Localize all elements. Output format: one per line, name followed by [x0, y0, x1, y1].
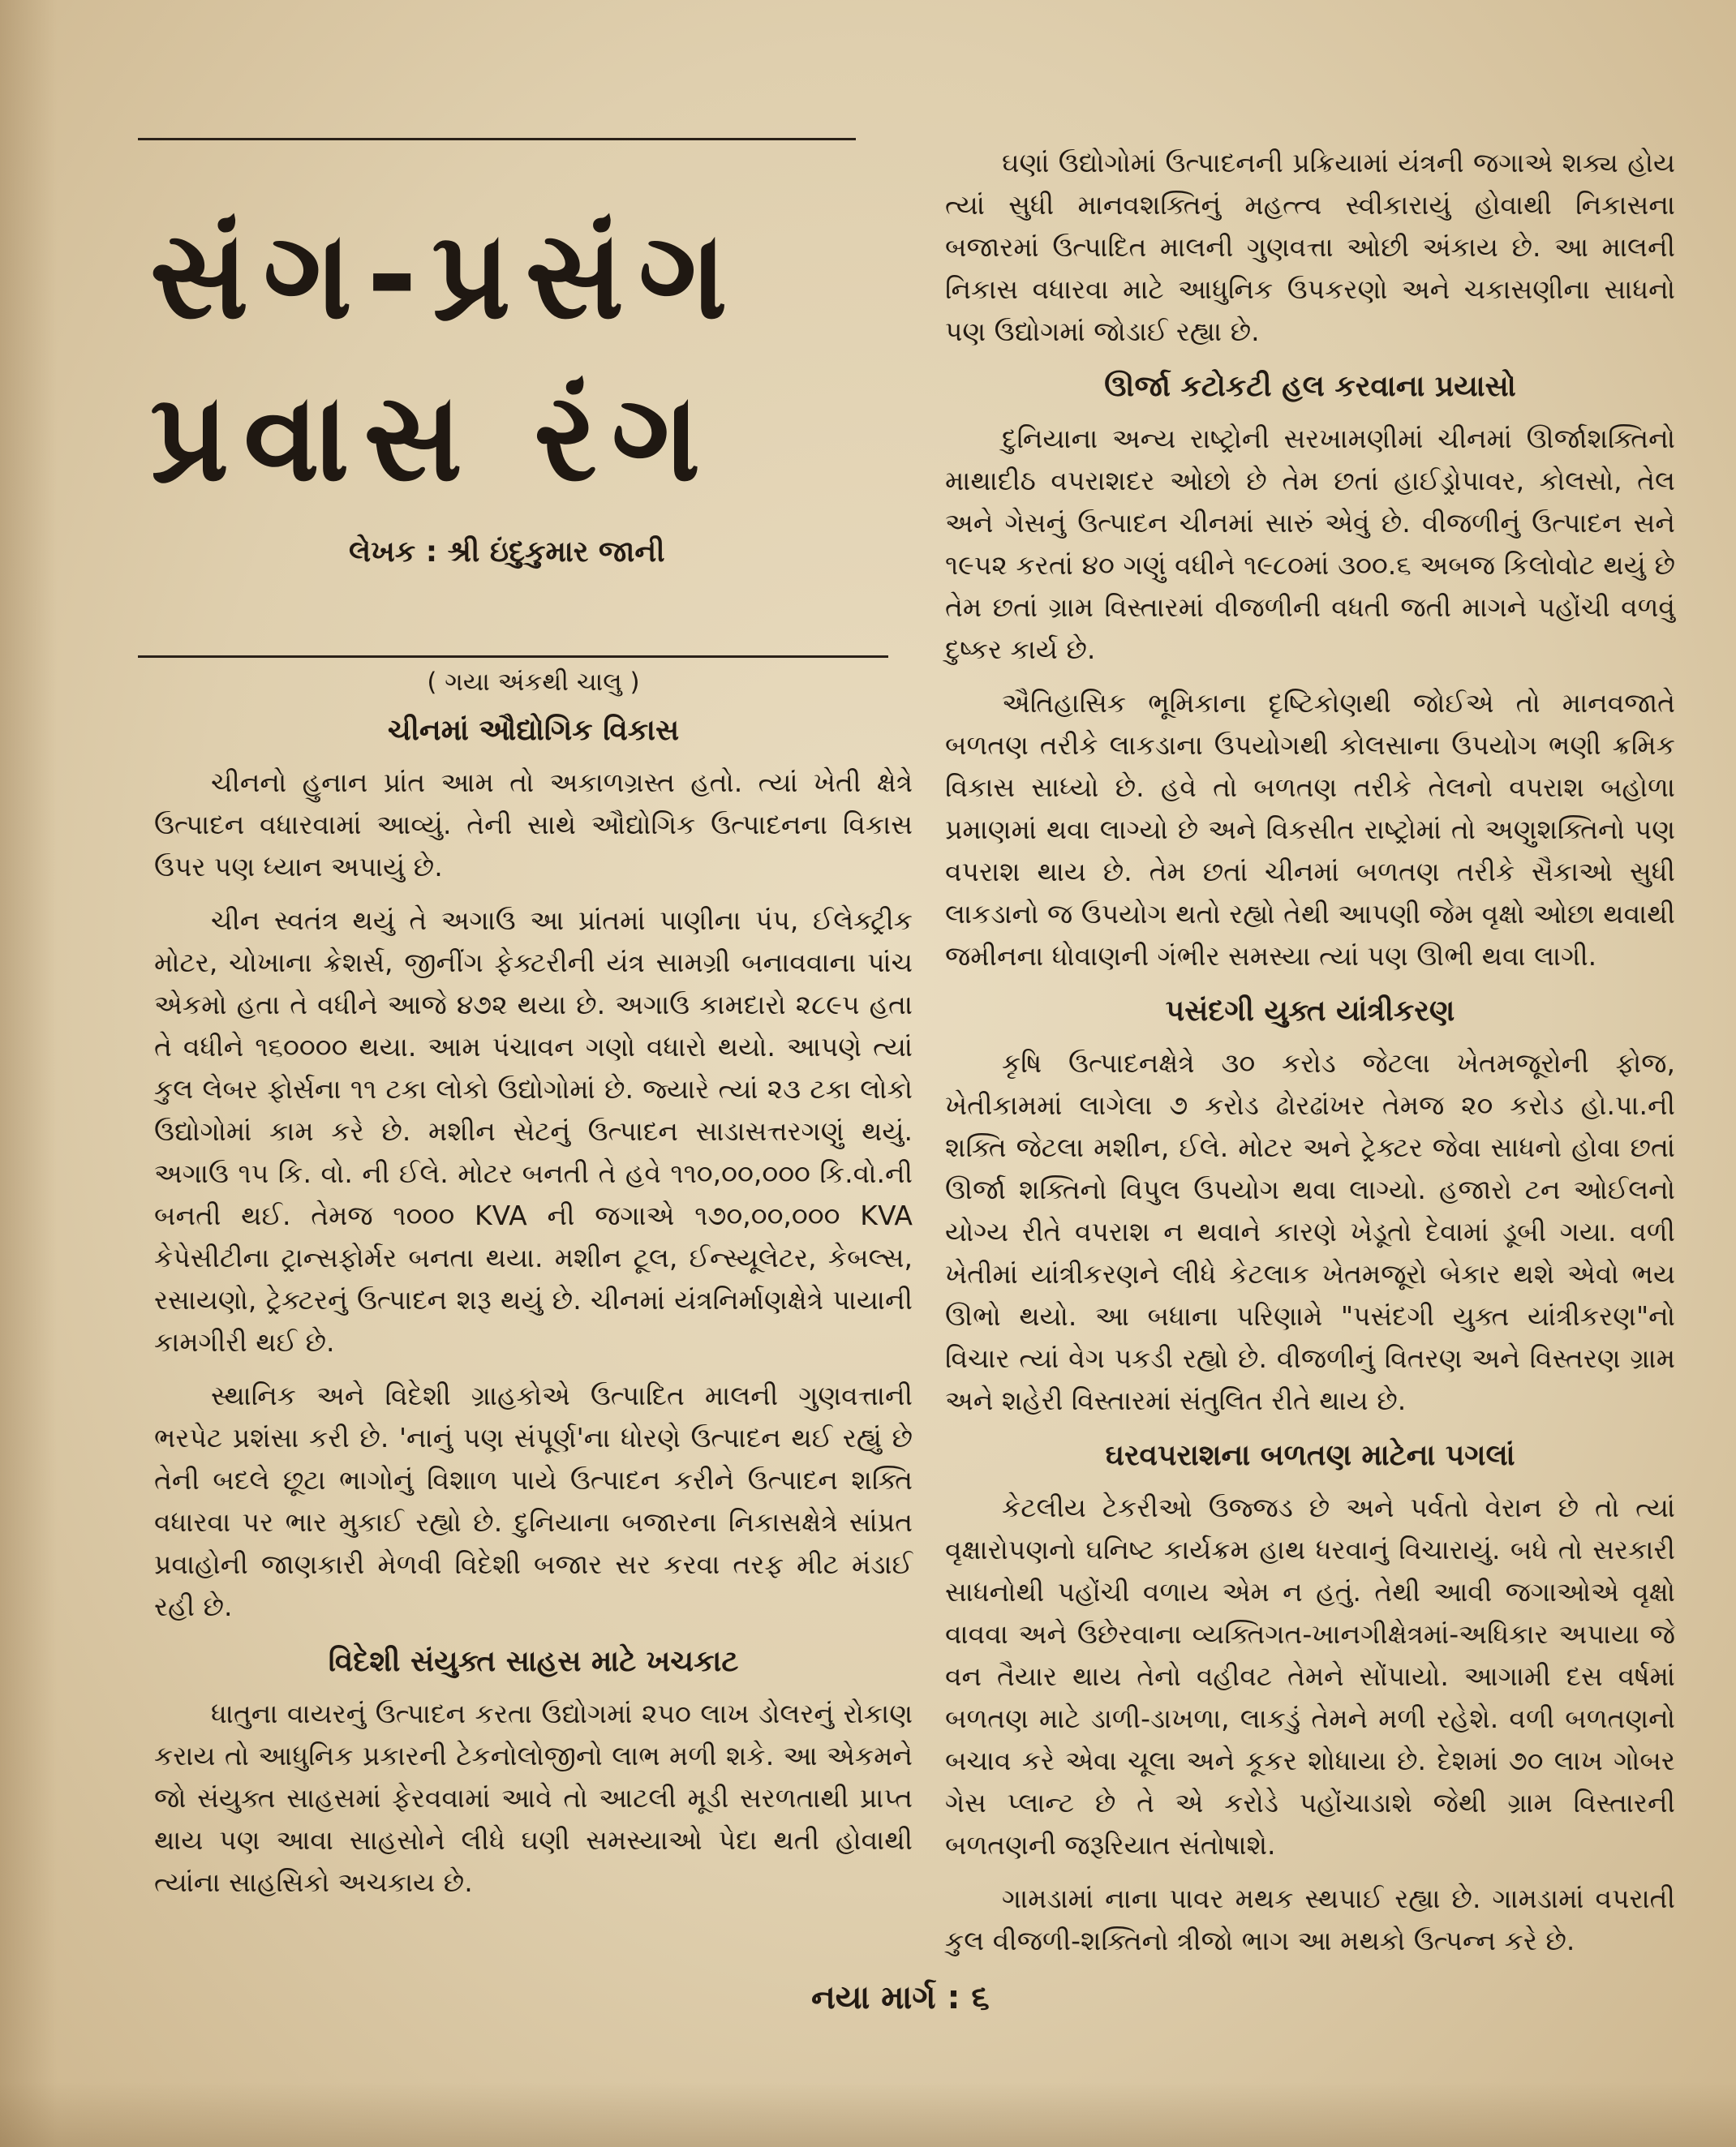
title-line-2: પ્રવાસ રંગ — [150, 367, 715, 509]
page-shadow-left — [0, 0, 57, 2147]
section-heading: વિદેશી સંયુક્ત સાહસ માટે ખચકાટ — [328, 1645, 739, 1678]
paragraph: દુનિયાના અન્ય રાષ્ટ્રોની સરખામણીમાં ચીનમાં ઊર્જાશક્તિનો માથાદીઠ વપરાશદર ઓછો છે તેમ છતાં હાઈડ્રોપાવર, કોલસો, તેલ અને ગેસનું ઉત્પાદન ચીનમાં સારું એવું છે. વીજળીનું ઉત્પાદન સને ૧૯૫૨ કરતાં ૪૦ ગણું વધીને ૧૯૮૦માં ૩૦૦.૬ અબજ કિલોવોટ થયું છે તેમ છતાં ગ્રામ વિસ્તારમાં વીજળીની વધતી જતી માગને પહોંચી વળવું દુષ્કર કાર્ય છે. — [945, 423, 1675, 665]
paragraph: ચીન સ્વતંત્ર થયું તે અગાઉ આ પ્રાંતમાં પાણીના પંપ, ઈલેક્ટ્રીક મોટર, ચોખાના ક્રેશર્સ, જીનીંગ ફેક્ટરીની યંત્ર સામગ્રી બનાવવાના પાંચ એકમો હતા તે વધીને આજે ૪૭૨ થયા છે. અગાઉ કામદારો ૨૮૯૫ હતા તે વધીને ૧૬૦૦૦૦ થયા. આમ પંચાવન ગણો વધારો થયો. આપણે ત્યાં કુલ લેબર ફોર્સના ૧૧ ટકા લોકો ઉદ્યોગોમાં છે. જ્યારે ત્યાં ૨૩ ટકા લોકો ઉદ્યોગોમાં કામ કરે છે. મશીન સેટનું ઉત્પાદન સાડાસત્તરગણું થયું. અગાઉ ૧૫ કિ. વો. ની ઈલે. મોટર બનતી તે હવે ૧૧૦,૦૦,૦૦૦ કિ.વો.ની બનતી થઈ. તેમજ ૧૦૦૦ KVA ની જગાએ ૧૭૦,૦૦,૦૦૦ KVA કેપેસીટીના ટ્રાન્સફોર્મર બનતા થયા. મશીન ટૂલ, ઈન્સ્યૂલેટર, કેબલ્સ, રસાયણો, ટ્રેક્ટરનું ઉત્પાદન શરૂ થયું છે. ચીનમાં યંત્રનિર્માણક્ષેત્રે પાયાની કામગીરી થઈ છે. — [154, 904, 913, 1358]
author-byline: લેખક : શ્રી ઇંદુકુમાર જાની — [349, 535, 665, 569]
section-rule — [138, 655, 888, 658]
right-column — [945, 142, 1675, 1973]
paragraph: ગામડામાં નાના પાવર મથક સ્થપાઈ રહ્યા છે. ગામડામાં વપરાતી કુલ વીજળી-શક્તિનો ત્રીજો ભાગ આ મથકો ઉત્પન્ન કરે છે. — [945, 1883, 1675, 1956]
paragraph: ઘણાં ઉદ્યોગોમાં ઉત્પાદનની પ્રક્રિયામાં યંત્રની જગાએ શક્ય હોય ત્યાં સુધી માનવશક્તિનું મહત્ત્વ સ્વીકારાયું હોવાથી નિકાસના બજારમાં ઉત્પાદિત માલની ગુણવત્તા ઓછી અંકાય છે. આ માલની નિકાસ વધારવા માટે આધુનિક ઉપકરણો અને ચકાસણીના સાધનો પણ ઉદ્યોગમાં જોડાઈ રહ્યા છે. — [945, 147, 1675, 347]
section-heading: ઊર્જા કટોકટી હલ કરવાના પ્રયાસો — [1104, 370, 1516, 403]
paragraph: ચીનનો હુનાન પ્રાંત આમ તો અકાળગ્રસ્ત હતો. ત્યાં ખેતી ક્ષેત્રે ઉત્પાદન વધારવામાં આવ્યું. તેની સાથે ઔદ્યોગિક ઉત્પાદનના વિકાસ ઉપર પણ ધ્યાન અપાયું છે. — [154, 766, 913, 882]
page-shadow-bottom — [0, 2082, 1736, 2147]
paragraph: સ્થાનિક અને વિદેશી ગ્રાહકોએ ઉત્પાદિત માલની ગુણવત્તાની ભરપેટ પ્રશંસા કરી છે. 'નાનું પણ સંપૂર્ણ'ના ધોરણે ઉત્પાદન થઈ રહ્યું છે તેની બદલે છૂટા ભાગોનું વિશાળ પાયે ઉત્પાદન કરીને ઉત્પાદન શક્તિ વધારવા પર ભાર મુકાઈ રહ્યો છે. દુનિયાના બજારના નિકાસક્ષેત્રે સાંપ્રત પ્રવાહોની જાણકારી મેળવી વિદેશી બજાર સર કરવા તરફ મીટ મંડાઈ રહી છે. — [154, 1380, 913, 1622]
paragraph: કૃષિ ઉત્પાદનક્ષેત્રે ૩૦ કરોડ જેટલા ખેતમજૂરોની ફોજ, ખેતીકામમાં લાગેલા ૭ કરોડ ઢોરઢાંખર તેમજ ૨૦ કરોડ હો.પા.ની શક્તિ જેટલા મશીન, ઈલે. મોટર અને ટ્રેક્ટર જેવા સાધનો હોવા છતાં ઊર્જા શક્તિનો વિપુલ ઉપયોગ થવા લાગ્યો. હજારો ટન ઓઈલનો યોગ્ય રીતે વપરાશ ન થવાને કારણે ખેડૂતો દેવામાં ડૂબી ગયા. વળી ખેતીમાં યાંત્રીકરણને લીધે કેટલાક ખેતમજૂરો બેકાર થશે એવો ભય ઊભો થયો. આ બધાના પરિણામે "પસંદગી યુક્ત યાંત્રીકરણ"નો વિચાર ત્યાં વેગ પકડી રહ્યો છે. વીજળીનું વિતરણ અને વિસ્તરણ ગ્રામ અને શહેરી વિસ્તારમાં સંતુલિત રીતે થાય છે. — [945, 1047, 1675, 1416]
left-column — [154, 661, 913, 1915]
section-heading: ચીનમાં ઔદ્યોગિક વિકાસ — [387, 714, 680, 747]
section-heading: ઘરવપરાશના બળતણ માટેના પગલાં — [1105, 1439, 1515, 1472]
paragraph: ધાતુના વાયરનું ઉત્પાદન કરતા ઉદ્યોગમાં ૨૫૦ લાખ ડોલરનું રોકાણ કરાય તો આધુનિક પ્રકારની ટેકનોલોજીનો લાભ મળી શકે. આ એકમને જો સંયુક્ત સાહસમાં ફેરવવામાં આવે તો આટલી મૂડી સરળતાથી પ્રાપ્ત થાય પણ આવા સાહસોને લીધે ઘણી સમસ્યાઓ પેદા થતી હોવાથી ત્યાંના સાહસિકો અચકાય છે. — [154, 1698, 913, 1898]
masthead — [150, 195, 880, 519]
continued-note: ( ગયા અંકથી ચાલુ ) — [427, 668, 640, 697]
top-rule — [138, 138, 856, 140]
title-line-1: સંગ-પ્રસંગ — [150, 205, 742, 346]
page-footer: નયા માર્ગ : ૬ — [811, 1979, 990, 2016]
paragraph: કેટલીય ટેકરીઓ ઉજ્જડ છે અને પર્વતો વેરાન છે તો ત્યાં વૃક્ષારોપણનો ઘનિષ્ટ કાર્યક્રમ હાથ ધરવાનું વિચારાયું. બધે તો સરકારી સાધનોથી પહોંચી વળાય એમ ન હતું. તેથી આવી જગાઓએ વૃક્ષો વાવવા અને ઉછેરવાના વ્યક્તિગત-ખાનગીક્ષેત્રમાં-અધિકાર અપાયા જે વન તૈયાર થાય તેનો વહીવટ તેમને સોંપાયો. આગામી દસ વર્ષમાં બળતણ માટે ડાળી-ડાખળા, લાકડું તેમને મળી રહેશે. વળી બળતણનો બચાવ કરે એવા ચૂલા અને કૂકર શોધાયા છે. દેશમાં ૭૦ લાખ ગોબર ગેસ પ્લાન્ટ છે તે એ કરોડે પહોંચાડાશે જેથી ગ્રામ વિસ્તારની બળતણની જરૂરિયાત સંતોષાશે. — [945, 1492, 1675, 1861]
section-heading: પસંદગી યુક્ત યાંત્રીકરણ — [1165, 994, 1455, 1028]
paragraph: ઐતિહાસિક ભૂમિકાના દૃષ્ટિકોણથી જોઈએ તો માનવજાતે બળતણ તરીકે લાકડાના ઉપયોગથી કોલસાના ઉપયોગ ભણી ક્રમિક વિકાસ સાધ્યો છે. હવે તો બળતણ તરીકે તેલનો વપરાશ બહોળા પ્રમાણમાં થવા લાગ્યો છે અને વિકસીત રાષ્ટ્રોમાં તો અણુશક્તિનો પણ વપરાશ થાય છે. તેમ છતાં ચીનમાં બળતણ તરીકે સૈકાઓ સુધી લાકડાનો જ ઉપયોગ થતો રહ્યો તેથી આપણી જેમ વૃક્ષો ઓછા થવાથી જમીનના ધોવાણની ગંભીર સમસ્યા ત્યાં પણ ઊભી થવા લાગી. — [945, 687, 1675, 972]
